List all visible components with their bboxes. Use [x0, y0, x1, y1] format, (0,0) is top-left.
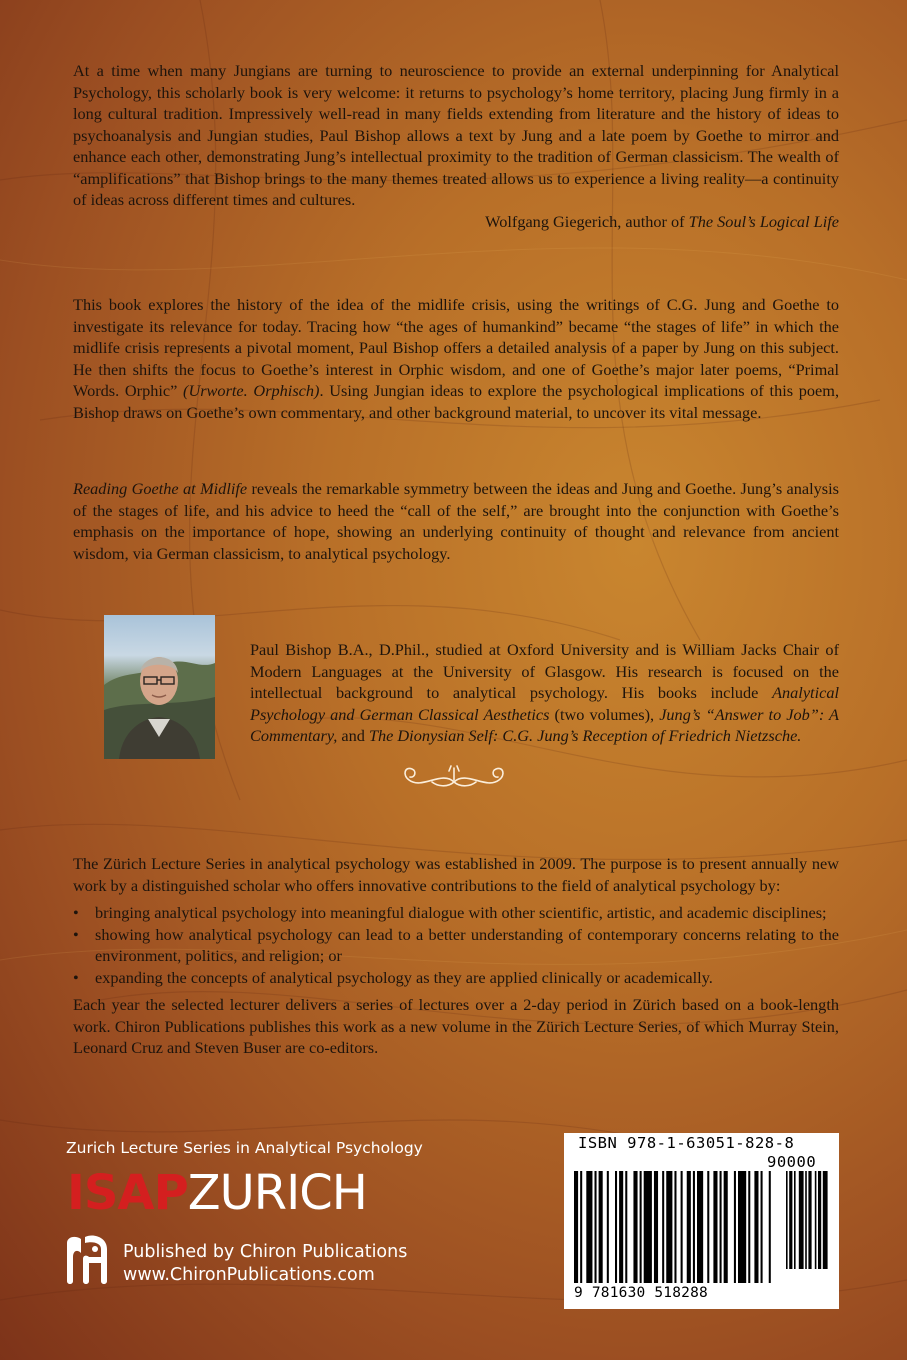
barcode-bar: [654, 1171, 658, 1283]
endorsement-quote: [73, 60, 839, 232]
barcode-bar: [687, 1171, 691, 1283]
barcode-addon-bar: [808, 1171, 811, 1269]
isbn-barcode: [564, 1133, 839, 1309]
chiron-logo-icon: [63, 1233, 111, 1287]
bio-book-1: Analytical Psychology and German Classical Aesthetics: [250, 683, 839, 724]
barcode-bar: [697, 1171, 703, 1283]
summary-paragraph: [73, 478, 839, 564]
series-intro: The Zürich Lecture Series in analytical psychology was established in 2009. The purpose is to present annually new work by a distinguished scholar who offers innovative contributions to the field of analytical psychology by:: [73, 854, 839, 895]
description-paragraph: [73, 294, 839, 423]
book-title: Reading Goethe at Midlife: [73, 479, 248, 498]
barcode-bar: [738, 1171, 746, 1283]
quote-text: At a time when many Jungians are turning to neuroscience to provide an external underpinning for Analytical Psychology, this scholarly book is very welcome: it returns to psychology’s home territory, placing Jung firmly in a long cultural tradition. Impressively well-read in many fields extending from literature and the history of ideas to psychoanalysis and Jungian studies, Paul Bishop allows a text by Jung and a late poem by Goethe to mirror and enhance each other, demonstrating Jung’s intellectual proximity to the tradition of German classicism. The wealth of “amplifications” that Bishop brings to the many themes treated allows us to experience a living reality—a continuity of ideas across different times and cultures.: [73, 61, 839, 209]
barcode-bar: [625, 1171, 627, 1283]
barcode-addon-bar: [818, 1171, 821, 1269]
book-summary: [73, 478, 839, 564]
flourish-ornament-icon: [397, 760, 512, 794]
barcode-bar: [734, 1171, 736, 1283]
barcode-addon-bar: [789, 1171, 792, 1269]
barcode-bar: [754, 1171, 758, 1283]
author-bio: [250, 639, 839, 747]
list-item: • showing how analytical psychology can lead to a better understanding of contemporary concerns relating to the environment, politics, and religion; or: [73, 924, 839, 967]
isap-logo-red: ISAP: [67, 1165, 188, 1221]
barcode-bar: [769, 1171, 771, 1283]
attribution-book-title: The Soul’s Logical Life: [688, 211, 839, 231]
barcode-bar: [707, 1171, 709, 1283]
barcode-bar: [681, 1171, 683, 1283]
bio-paragraph: [250, 639, 839, 747]
description-poem-title: (Urworte. Orphisch): [183, 381, 320, 400]
barcode-bar: [586, 1171, 592, 1283]
barcode-bar: [633, 1171, 637, 1283]
list-item: • expanding the concepts of analytical psychology as they are applied clinically or academically.: [73, 967, 839, 989]
barcode-bar: [674, 1171, 676, 1283]
isap-zurich-logo: [67, 1165, 367, 1221]
barcode-bar: [761, 1171, 763, 1283]
barcode-bar: [720, 1171, 722, 1283]
quote-attribution: [73, 211, 839, 233]
barcode-bar: [615, 1171, 617, 1283]
bio-text-1: Paul Bishop B.A., D.Phil., studied at Oxford University and is William Jacks Chair of Modern Languages at the University of Glasgow. His research is focused on the intellectual background to analytical psychology. His books include: [250, 640, 839, 703]
barcode-digits: 9 781630 518288: [574, 1285, 708, 1301]
description-text-1: This book explores the history of the idea of the midlife crisis, using the writings of C.G. Jung and Goethe to investigate its relevance for today. Tracing how “the ages of humankind” became “the stages of life” in which the midlife crisis represents a pivotal moment, Paul Bishop offers a detailed analysis of a paper by Jung on this subject. He then shifts the focus to Goethe’s interest in Orphic wisdom, and one of Goethe’s major later poems, “Primal Words. Orphic”: [73, 295, 839, 400]
barcode-addon-bar: [794, 1171, 796, 1269]
barcode-bar: [666, 1171, 672, 1283]
price-code: 90000: [767, 1153, 817, 1171]
bio-book-2: Jung’s “Answer to Job”: A Commentary,: [250, 704, 839, 746]
description-text-2: . Using Jungian ideas to explore the psychological implications of this poem, Bishop draws on Goethe’s own commentary, and other background material, to uncover its vital message.: [73, 381, 840, 422]
barcode-bar: [619, 1171, 623, 1283]
barcode-bar: [693, 1171, 695, 1283]
book-description: [73, 294, 839, 423]
barcode-addon-bar: [815, 1171, 817, 1269]
barcode-bar: [748, 1171, 750, 1283]
barcode-bars: [574, 1171, 830, 1286]
published-by: Published by Chiron Publications: [123, 1242, 408, 1262]
publisher-website: www.ChironPublications.com: [123, 1265, 375, 1285]
bio-text-3: and: [337, 726, 369, 746]
barcode-bar: [607, 1171, 609, 1283]
barcode-bar: [580, 1171, 582, 1283]
attribution-name: Wolfgang Giegerich, author of: [485, 211, 689, 231]
bio-book-3: The Dionysian Self: C.G. Jung’s Reception of Friedrich Nietzsche.: [368, 726, 802, 746]
barcode-bar: [640, 1171, 642, 1283]
barcode-addon-bar: [799, 1171, 804, 1269]
publisher-info: [123, 1241, 407, 1287]
barcode-bar: [599, 1171, 603, 1283]
summary-text: reveals the remarkable symmetry between the ideas and Jung and Goethe. Jung’s analysis of the stages of life, and his advice to heed the “call of the self,” are brought into the conjunction with Goethe’s emphasis on the importance of hope, showing an underlying continuity of thought and relevance from ancient wisdom, via German classicism, to analytical psychology.: [73, 479, 839, 563]
isbn-number: ISBN 978-1-63051-828-8: [578, 1134, 795, 1152]
series-title: Zurich Lecture Series in Analytical Psychology: [66, 1139, 423, 1157]
barcode-bar: [724, 1171, 728, 1283]
barcode-bar: [574, 1171, 578, 1283]
series-closing: Each year the selected lecturer delivers a series of lectures over a 2-day period in Zürich based on a book-length work. Chiron Publications publishes this work as a new volume in the Zürich Lecture Series, of which Murray Stein, Leonard Cruz and Steven Buser are co-editors.: [73, 995, 839, 1057]
barcode-bar: [595, 1171, 597, 1283]
barcode-bar: [713, 1171, 717, 1283]
barcode-addon-bar: [805, 1171, 807, 1269]
bio-text-2: (two volumes),: [549, 704, 660, 724]
barcode-addon-bar: [786, 1171, 788, 1269]
barcode-bar: [662, 1171, 664, 1283]
isap-logo-white: ZURICH: [187, 1165, 367, 1221]
series-description: [73, 853, 839, 1059]
barcode-addon-bar: [823, 1171, 828, 1269]
author-photo: [104, 615, 215, 759]
barcode-bar: [644, 1171, 652, 1283]
series-bullet-list: [73, 902, 839, 988]
list-item: • bringing analytical psychology into meaningful dialogue with other scientific, artistic, and academic disciplines;: [73, 902, 839, 924]
